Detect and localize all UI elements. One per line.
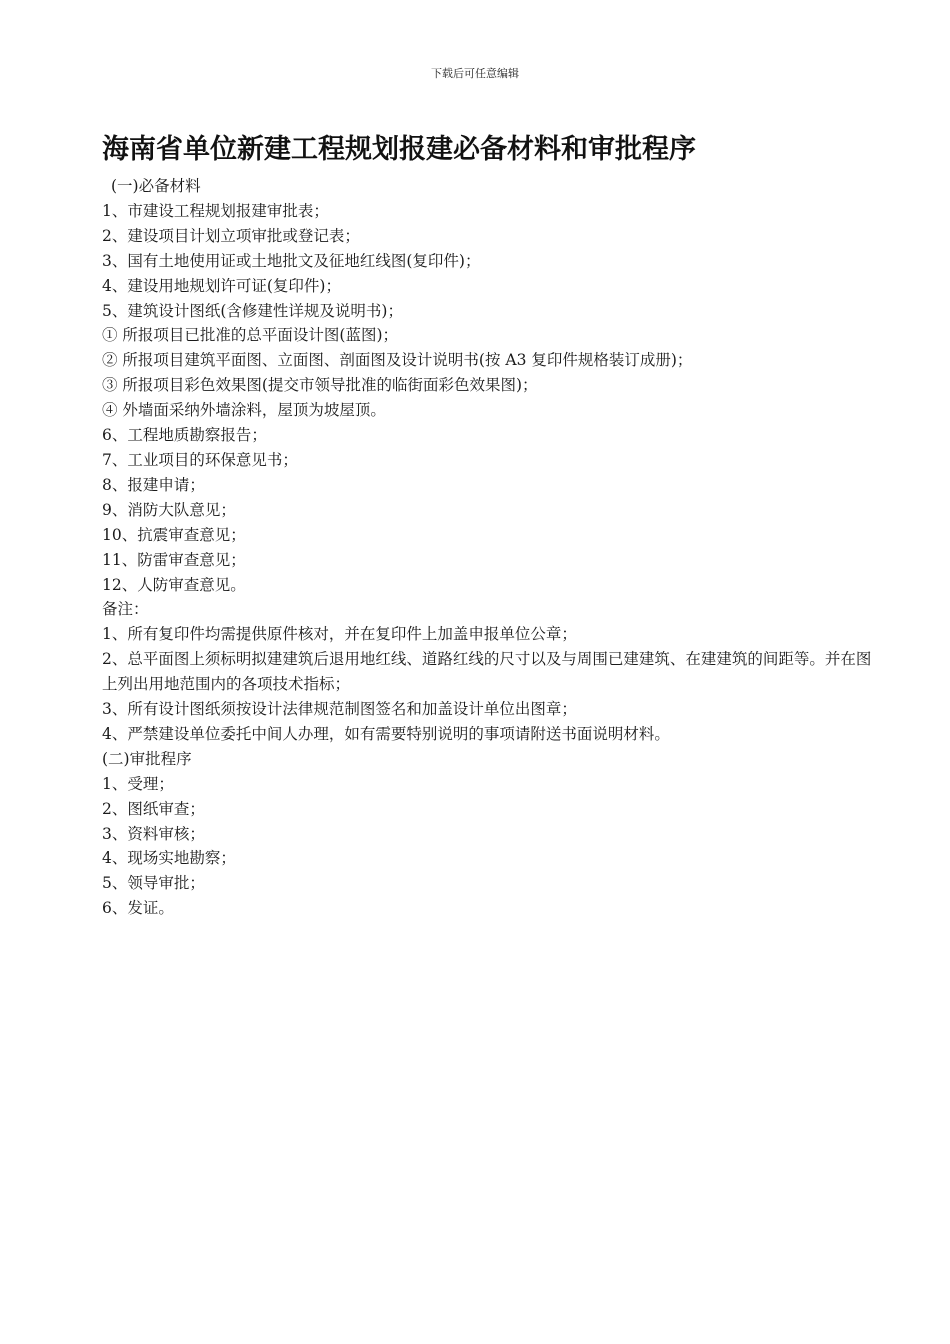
material-item: 6、工程地质勘察报告； xyxy=(102,426,267,445)
material-subitem: ② 所报项目建筑平面图、立面图、剖面图及设计说明书(按 A3 复印件规格装订成册)； xyxy=(102,351,693,370)
procedure-step: 2、图纸审查； xyxy=(102,799,205,818)
material-subitem: ① 所报项目已批准的总平面设计图(蓝图)； xyxy=(102,326,399,345)
page-header: 下载后可任意编辑 xyxy=(431,67,519,80)
material-item: 10、抗震审查意见； xyxy=(102,525,246,544)
material-item: 8、报建申请； xyxy=(102,475,205,494)
document-title: 海南省单位新建工程规划报建必备材料和审批程序 xyxy=(102,134,696,165)
notes-heading: 备注： xyxy=(102,600,149,619)
procedure-step: 3、资料审核； xyxy=(102,824,205,843)
note-item: 2、总平面图上须标明拟建建筑后退用地红线、道路红线的尺寸以及与周围已建建筑、在建建筑的间距等。并在图上列出用地范围内的各项技术指标； xyxy=(102,650,872,694)
material-item: 9、消防大队意见； xyxy=(102,500,236,519)
procedure-step: 6、发证。 xyxy=(102,899,174,918)
procedure-step: 5、领导审批； xyxy=(102,874,205,893)
material-item: 11、防雷审查意见； xyxy=(102,550,246,569)
procedure-step: 1、受理； xyxy=(102,774,174,793)
material-subitem: ④ 外墙面采纳外墙涂料，屋顶为坡屋顶。 xyxy=(102,401,386,420)
material-item: 7、工业项目的环保意见书； xyxy=(102,450,298,469)
note-item: 3、所有设计图纸须按设计法律规范制图签名和加盖设计单位出图章； xyxy=(102,700,577,719)
note-item: 1、所有复印件均需提供原件核对，并在复印件上加盖申报单位公章； xyxy=(102,625,577,644)
procedure-heading: (二)审批程序 xyxy=(102,749,192,768)
material-item: 3、国有土地使用证或土地批文及征地红线图(复印件)； xyxy=(102,251,481,270)
material-item: 5、建筑设计图纸(含修建性详规及说明书)； xyxy=(102,301,403,320)
material-item: 2、建设项目计划立项审批或登记表； xyxy=(102,226,360,245)
material-subitem: ③ 所报项目彩色效果图(提交市领导批准的临街面彩色效果图)； xyxy=(102,376,538,395)
material-item: 4、建设用地规划许可证(复印件)； xyxy=(102,276,341,295)
document-body xyxy=(102,174,882,921)
material-item: 12、人防审查意见。 xyxy=(102,575,246,594)
procedure-step: 4、现场实地勘察； xyxy=(102,849,236,868)
material-item: 1、市建设工程规划报建审批表； xyxy=(102,201,329,220)
materials-heading: (一)必备材料 xyxy=(111,177,201,195)
note-item: 4、严禁建设单位委托中间人办理，如有需要特别说明的事项请附送书面说明材料。 xyxy=(102,724,670,743)
